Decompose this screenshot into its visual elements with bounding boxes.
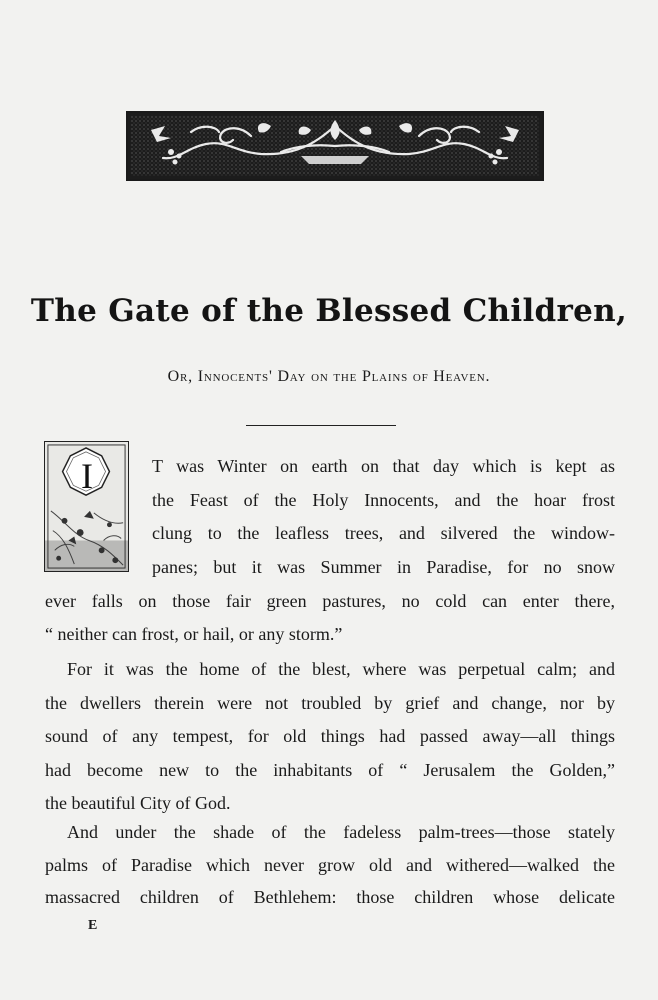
text-line: ever falls on those fair green pastures, no cold can enter there, xyxy=(45,591,615,611)
text-line: sound of any tempest, for old things had passed away—all things xyxy=(45,726,615,746)
text-line: the Feast of the Holy Innocents, and the hoar frost xyxy=(152,490,615,510)
illuminated-drop-cap xyxy=(44,441,129,572)
text-line: And under the shade of the fadeless palm-trees—those stately xyxy=(67,822,615,842)
chapter-subtitle: Or, Innocents' Day on the Plains of Heaven. xyxy=(167,368,491,385)
ornamental-headpiece xyxy=(126,111,544,181)
text-line: For it was the home of the blest, where was perpetual calm; and xyxy=(67,659,615,679)
title-divider xyxy=(246,425,396,426)
text-line: T was Winter on earth on that day which is kept as xyxy=(152,456,615,476)
text-line: massacred children of Bethlehem: those children whose delicate xyxy=(45,887,615,907)
chapter-title: The Gate of the Blessed Children, xyxy=(30,293,628,329)
text-line: had become new to the inhabitants of “ Jerusalem the Golden,” xyxy=(45,760,615,780)
text-line: clung to the leafless trees, and silvered the window- xyxy=(152,523,615,543)
drop-cap-letter: I xyxy=(81,456,93,496)
floral-ornament-icon xyxy=(131,116,539,176)
text-line: panes; but it was Summer in Paradise, for no snow xyxy=(152,557,615,577)
text-line: the beautiful City of God. xyxy=(45,793,231,813)
text-line: the dwellers therein were not troubled by grief and change, nor by xyxy=(45,693,615,713)
text-line: “ neither can frost, or hail, or any storm.” xyxy=(45,624,343,644)
signature-mark: E xyxy=(88,918,98,933)
text-line: palms of Paradise which never grow old and withered—walked the xyxy=(45,855,615,875)
